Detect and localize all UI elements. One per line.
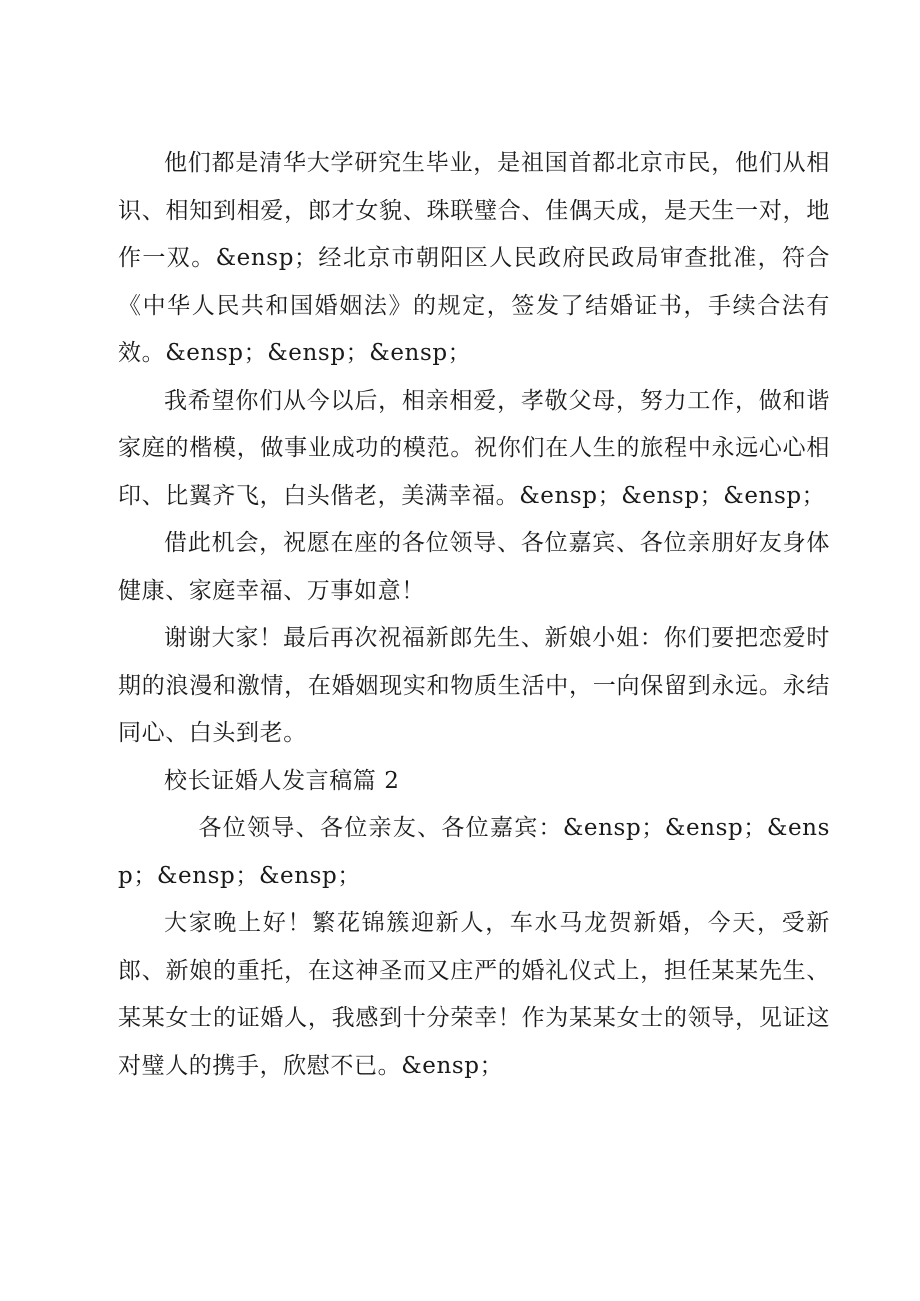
section-heading: 校长证婚人发言稿篇 2 [164, 767, 400, 794]
paragraph-thanks: 谢谢大家！最后再次祝福新郎先生、新娘小姐：你们要把恋爱时期的浪漫和激情，在婚姻现实和物质生活中，一向保留到永远。永结同心、白头到老。 [118, 625, 830, 746]
paragraph-greeting: 大家晚上好！繁花锦簇迎新人，车水马龙贺新婚，今天，受新郎、新娘的重托，在这神圣而又庄严的婚礼仪式上，担任某某先生、某某女士的证婚人，我感到十分荣幸！作为某某女士的领导，见证这对璧人的携手，欣慰不已。&ensp； [118, 910, 830, 1079]
paragraph-blessing-guests: 借此机会，祝愿在座的各位领导、各位嘉宾、各位亲朋好友身体健康、家庭幸福、万事如意！ [118, 530, 830, 604]
salutation-line: 各位领导、各位亲友、各位嘉宾：&ensp；&ensp；&ensp；&ensp；&ensp； [118, 815, 830, 889]
paragraph-wishes: 我希望你们从今以后，相亲相爱，孝敬父母，努力工作，做和谐家庭的楷模，做事业成功的模范。祝你们在人生的旅程中永远心心相印、比翼齐飞，白头偕老，美满幸福。&ensp；&ensp；&ensp； [118, 387, 830, 509]
paragraph-couple-intro: 他们都是清华大学研究生毕业，是祖国首都北京市民，他们从相识、相知到相爱，郎才女貌、珠联璧合、佳偶天成，是天生一对，地作一双。&ensp；经北京市朝阳区人民政府民政局审查批准，符合《中华人民共和国婚姻法》的规定，签发了结婚证书，手续合法有效。&ensp；&ensp；&ensp； [118, 150, 830, 366]
document-body [118, 140, 830, 1090]
